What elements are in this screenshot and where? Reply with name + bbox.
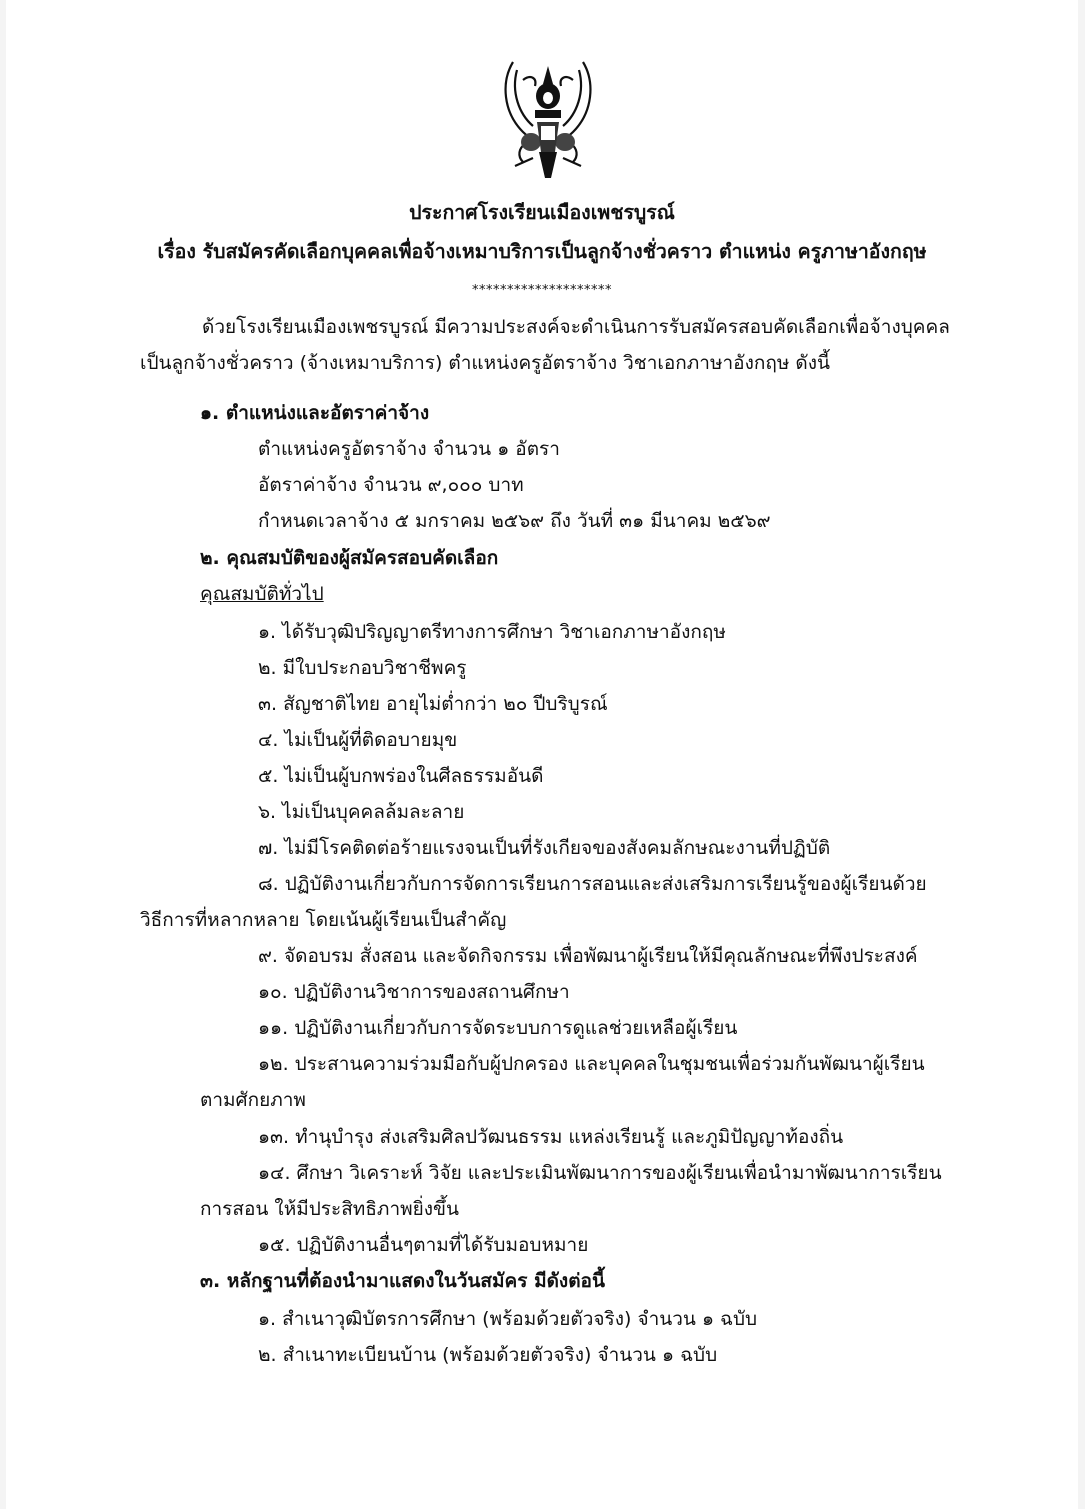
section1-item: กำหนดเวลาจ้าง ๕ มกราคม ๒๕๖๙ ถึง วันที่ ๓๑ มีนาคม ๒๕๖๙ — [258, 510, 771, 532]
qualification-item: ๖. ไม่เป็นบุคคลล้มละลาย — [258, 801, 465, 823]
document-item: ๒. สำเนาทะเบียนบ้าน (พร้อมด้วยตัวจริง) จำนวน ๑ ฉบับ — [258, 1344, 718, 1366]
document-item: ๑. สำเนาวุฒิบัตรการศึกษา (พร้อมด้วยตัวจริง) จำนวน ๑ ฉบับ — [258, 1308, 758, 1330]
qualification-item-cont: การสอน ให้มีประสิทธิภาพยิ่งขึ้น — [200, 1198, 460, 1220]
qualification-item: ๑๓. ทำนุบำรุง ส่งเสริมศิลปวัฒนธรรม แหล่งเรียนรู้ และภูมิปัญญาท้องถิ่น — [258, 1126, 844, 1148]
qualification-item: ๙. จัดอบรม สั่งสอน และจัดกิจกรรม เพื่อพัฒนาผู้เรียนให้มีคุณลักษณะที่พึงประสงค์ — [258, 945, 918, 967]
separator: ******************** — [472, 283, 612, 298]
qualification-item: ๕. ไม่เป็นผู้บกพร่องในศีลธรรมอันดี — [258, 765, 544, 787]
section3-heading: ๓. หลักฐานที่ต้องนำมาแสดงในวันสมัคร มีดังต่อนี้ — [200, 1270, 605, 1292]
qualification-item: ๘. ปฏิบัติงานเกี่ยวกับการจัดการเรียนการสอนและส่งเสริมการเรียนรู้ของผู้เรียนด้วย — [258, 873, 927, 895]
section1-item: ตำแหน่งครูอัตราจ้าง จำนวน ๑ อัตรา — [258, 438, 560, 460]
section2-heading: ๒. คุณสมบัติของผู้สมัครสอบคัดเลือก — [200, 547, 499, 569]
qualification-item: ๒. มีใบประกอบวิชาชีพครู — [258, 657, 467, 679]
intro-line-1: ด้วยโรงเรียนเมืองเพชรบูรณ์ มีความประสงค์จะดำเนินการรับสมัครสอบคัดเลือกเพื่อจ้างบุคคล — [202, 316, 950, 338]
document-title: ประกาศโรงเรียนเมืองเพชรบูรณ์ — [409, 201, 675, 224]
qualification-item: ๑๐. ปฏิบัติงานวิชาการของสถานศึกษา — [258, 981, 570, 1003]
qualification-item: ๔. ไม่เป็นผู้ที่ติดอบายมุข — [258, 729, 458, 751]
section1-item: อัตราค่าจ้าง จำนวน ๙,๐๐๐ บาท — [258, 474, 524, 496]
qualification-item: ๑๕. ปฏิบัติงานอื่นๆตามที่ได้รับมอบหมาย — [258, 1234, 589, 1256]
qualification-item: ๑๑. ปฏิบัติงานเกี่ยวกับการจัดระบบการดูแลช่วยเหลือผู้เรียน — [258, 1017, 738, 1039]
qualification-item: ๑. ได้รับวุฒิปริญญาตรีทางการศึกษา วิชาเอกภาษาอังกฤษ — [258, 621, 726, 643]
garuda-emblem-icon — [493, 52, 603, 182]
intro-line-2: เป็นลูกจ้างชั่วคราว (จ้างเหมาบริการ) ตำแหน่งครูอัตราจ้าง วิชาเอกภาษาอังกฤษ ดังนี้ — [140, 352, 831, 374]
qualification-item: ๑๔. ศึกษา วิเคราะห์ วิจัย และประเมินพัฒนาการของผู้เรียนเพื่อนำมาพัฒนาการเรียน — [258, 1162, 942, 1184]
section2-subheading: คุณสมบัติทั่วไป — [200, 583, 324, 605]
qualification-item-cont: วิธีการที่หลากหลาย โดยเน้นผู้เรียนเป็นสำคัญ — [140, 909, 507, 931]
document-subject: เรื่อง รับสมัครคัดเลือกบุคคลเพื่อจ้างเหมาบริการเป็นลูกจ้างชั่วคราว ตำแหน่ง ครูภาษาอังกฤษ — [157, 240, 927, 263]
qualification-item: ๑๒. ประสานความร่วมมือกับผู้ปกครอง และบุคคลในชุมชนเพื่อร่วมกันพัฒนาผู้เรียน — [258, 1053, 925, 1075]
document-page — [6, 0, 1078, 1509]
qualification-item-cont: ตามศักยภาพ — [200, 1089, 306, 1111]
qualification-item: ๗. ไม่มีโรคติดต่อร้ายแรงจนเป็นที่รังเกียจของสังคมลักษณะงานที่ปฏิบัติ — [258, 837, 831, 859]
qualification-item: ๓. สัญชาติไทย อายุไม่ต่ำกว่า ๒๐ ปีบริบูรณ์ — [258, 693, 608, 715]
section1-heading: ๑. ตำแหน่งและอัตราค่าจ้าง — [200, 402, 430, 424]
